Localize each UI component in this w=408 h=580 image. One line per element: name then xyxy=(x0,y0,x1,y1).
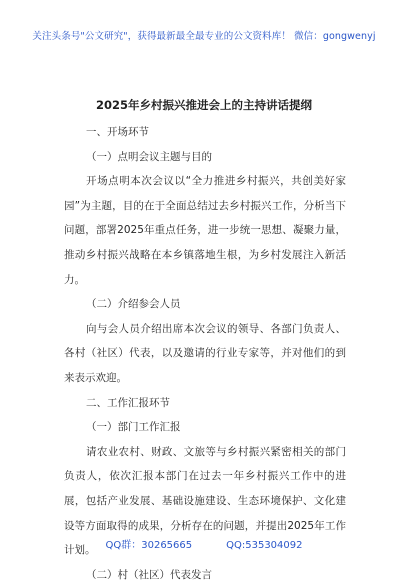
subheading-department-report: （一）部门工作汇报 xyxy=(86,421,181,434)
paragraph-attendees: 向与会人员介绍出席本次会议的领导、各部门负责人、各村（社区）代表，以及邀请的行业专家等，并对他们的到来表示欢迎。 xyxy=(64,322,346,384)
paragraph-theme-purpose: 开场点明本次会议以“全力推进乡村振兴，共创美好家园”为主题，目的在于全面总结过去乡村振兴工作，分析当下问题，部署2025年重点任务，进一步统一思想、凝聚力量，推动乡村振兴战略在本乡镇落地生根，为乡村发展注入新活力。 xyxy=(64,175,346,286)
document-body xyxy=(64,120,346,580)
footer-qq-group: QQ群：30265665 xyxy=(105,540,193,551)
document-title: 2025年乡村振兴推进会上的主持讲话提纲 xyxy=(95,98,312,112)
paragraph-department-report: 请农业农村、财政、文旅等与乡村振兴紧密相关的部门负责人，依次汇报本部门在过去一年乡村振兴工作中的进展，包括产业发展、基础设施建设、生态环境保护、文化建设等方面取得的成果，分析存在的问题，并提出2025年工作计划。 xyxy=(64,445,346,557)
section-heading-opening: 一、开场环节 xyxy=(86,126,149,138)
header-promo-note: 关注头条号"公文研究"，获得最新最全最专业的公文资料库！ 微信：gongwenyj xyxy=(32,31,376,42)
subheading-theme-purpose: （一）点明会议主题与目的 xyxy=(86,150,212,163)
footer-contact xyxy=(0,536,408,551)
subheading-village-speech: （二）村（社区）代表发言 xyxy=(86,568,212,580)
footer-qq-number: QQ:535304092 xyxy=(226,540,303,551)
subheading-attendees: （二）介绍参会人员 xyxy=(86,298,181,311)
section-heading-report: 二、工作汇报环节 xyxy=(86,396,170,409)
